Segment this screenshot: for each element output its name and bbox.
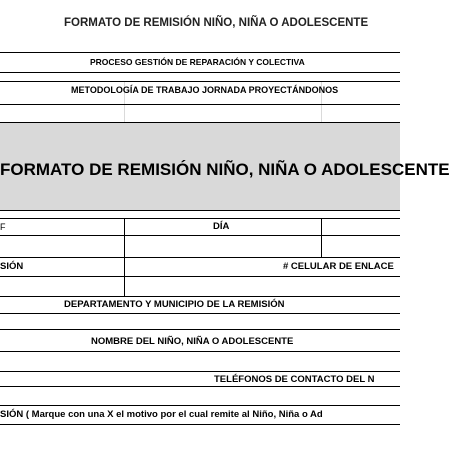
celular-label: # CELULAR DE ENLACE: [283, 261, 394, 272]
border: [0, 405, 400, 406]
border: [0, 257, 400, 258]
motivo-label: SIÓN ( Marque con una X el motivo por el cual remite al Niño, Niña o Ad: [0, 409, 323, 420]
row-left-label: F: [0, 222, 6, 232]
methodology-label: METODOLOGÍA DE TRABAJO JORNADA PROYECTÁNDONOS: [71, 85, 339, 95]
border: [0, 52, 400, 53]
border: [0, 351, 400, 352]
border: [0, 276, 400, 277]
border: [0, 313, 400, 314]
border: [0, 104, 400, 105]
gridline: [321, 104, 322, 122]
border: [0, 235, 400, 236]
border: [0, 371, 400, 372]
day-label: DÍA: [213, 221, 230, 232]
process-label: PROCESO GESTIÓN DE REPARACIÓN Y COLECTIVA: [90, 57, 305, 67]
border: [0, 296, 400, 297]
gridline: [124, 104, 125, 122]
nombre-label: NOMBRE DEL NIÑO, NIÑA O ADOLESCENTE: [91, 336, 294, 347]
border: [124, 218, 125, 257]
border: [124, 257, 125, 296]
border: [321, 218, 322, 257]
border: [0, 210, 400, 211]
border: [0, 329, 400, 330]
form-big-title: FORMATO DE REMISIÓN NIÑO, NIÑA O ADOLESCENTE: [0, 160, 450, 179]
border: [0, 72, 400, 73]
document-top-title: FORMATO DE REMISIÓN NIÑO, NIÑA O ADOLESCENTE: [64, 17, 369, 29]
telefonos-label: TELÉFONOS DE CONTACTO DEL N: [214, 374, 375, 385]
border: [0, 386, 400, 387]
border: [0, 81, 400, 82]
remision-label: SIÓN: [0, 261, 24, 272]
departamento-label: DEPARTAMENTO Y MUNICIPIO DE LA REMISIÓN: [64, 299, 285, 310]
border: [0, 122, 400, 123]
border: [0, 218, 400, 219]
border: [0, 424, 400, 425]
